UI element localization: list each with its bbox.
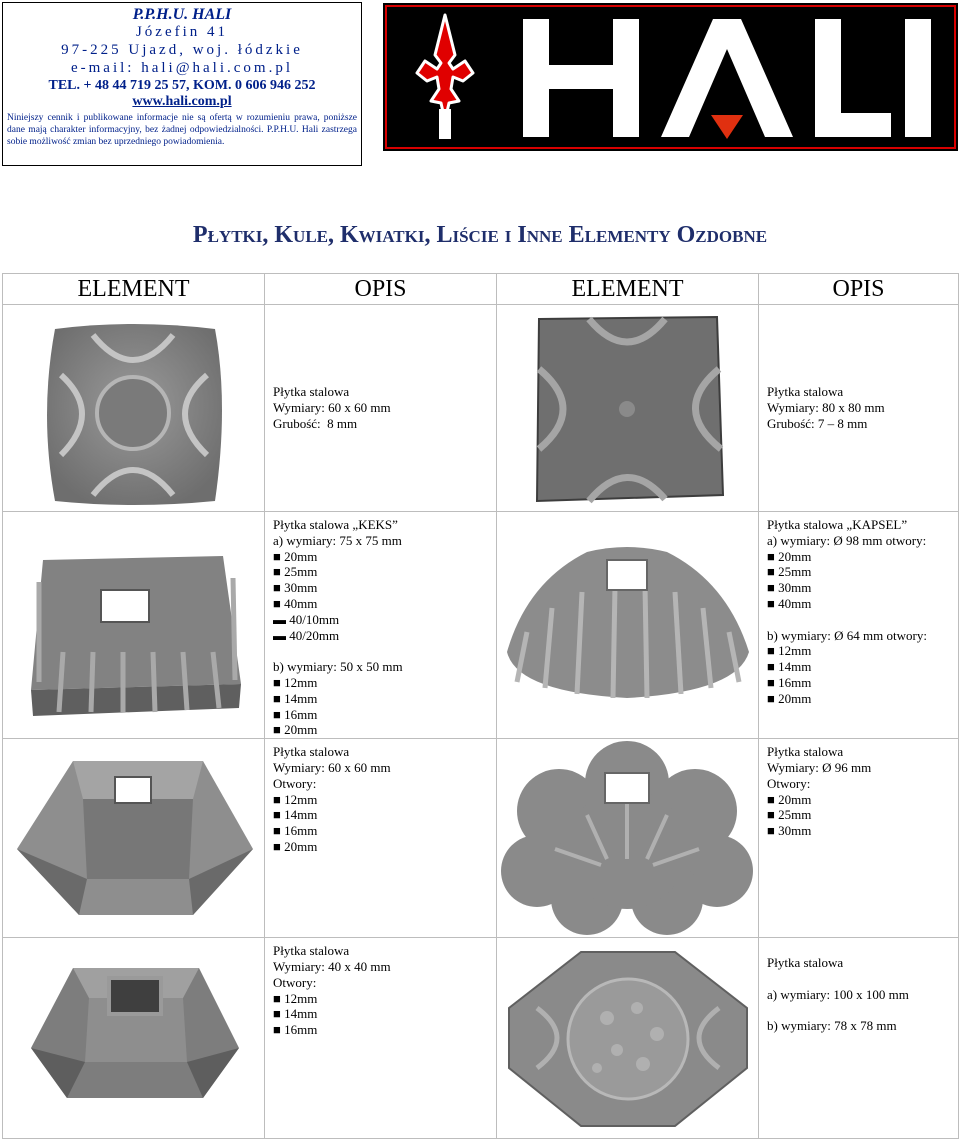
table-row bbox=[3, 938, 959, 1139]
product-description bbox=[759, 739, 959, 938]
product-image-octagon-hammered bbox=[497, 938, 759, 1139]
company-street: Józefin 41 bbox=[135, 24, 229, 40]
description-line: ■ 12mm bbox=[273, 674, 318, 690]
header-opis-2: OPIS bbox=[759, 274, 959, 305]
description-line: ■ 16mm bbox=[767, 674, 812, 690]
description-line: ■ 20mm bbox=[273, 548, 318, 564]
description-line: Płytka stalowa „KEKS” bbox=[273, 517, 398, 532]
table-row bbox=[3, 305, 959, 512]
product-description bbox=[759, 512, 959, 739]
description-line: ■ 20mm bbox=[767, 548, 812, 564]
page-title: Płytki, Kule, Kwiatki, Liście i Inne Elementy Ozdobne bbox=[192, 222, 768, 248]
description-line: Płytka stalowa bbox=[273, 384, 350, 400]
description-line: Wymiary: 40 x 40 mm bbox=[273, 958, 391, 974]
description-line: ■ 30mm bbox=[273, 580, 318, 596]
description-line bbox=[767, 612, 958, 628]
description-line bbox=[273, 643, 496, 659]
description-line: ■ 14mm bbox=[273, 690, 318, 706]
description-line: b) wymiary: 78 x 78 mm bbox=[767, 1018, 897, 1034]
description-line: ■ 14mm bbox=[273, 1006, 318, 1022]
description-line bbox=[767, 1003, 958, 1019]
description-line: Otwory: bbox=[767, 775, 811, 791]
table-row bbox=[3, 739, 959, 938]
description-line: ■ 20mm bbox=[767, 690, 812, 706]
description-line: Grubość: 7 – 8 mm bbox=[767, 415, 868, 431]
description-line: a) wymiary: 100 x 100 mm bbox=[767, 986, 909, 1002]
description-line: ■ 14mm bbox=[767, 659, 812, 675]
description-line: Otwory: bbox=[273, 974, 317, 990]
description-line: Płytka stalowa bbox=[273, 943, 350, 959]
product-image-kapsel bbox=[497, 512, 759, 739]
description-line: Grubość: 8 mm bbox=[273, 415, 358, 431]
disclaimer-text: Niniejszy cennik i publikowane informacje nie są ofertą w rozumieniu prawa, poniższe dane mają charakter informacyjny, bez żadnej odpowiedzialności. P.P.H.U. Hali zastrzega sobie możliwość zmian bez uprzedniego powiadomienia. bbox=[7, 113, 357, 147]
product-image-plate-40-hole bbox=[3, 938, 265, 1139]
description-line: Wymiary: 60 x 60 mm bbox=[273, 759, 391, 775]
description-line: ■ 25mm bbox=[767, 807, 812, 823]
description-line: ■ 16mm bbox=[273, 1022, 318, 1038]
description-line: Wymiary: 60 x 60 mm bbox=[273, 400, 391, 416]
table-row bbox=[3, 512, 959, 739]
company-website-link[interactable]: www.hali.com.pl bbox=[132, 94, 232, 109]
description-line: ■ 25mm bbox=[767, 564, 812, 580]
product-description bbox=[265, 938, 497, 1139]
header-opis-1: OPIS bbox=[265, 274, 497, 305]
description-line: ■ 40mm bbox=[767, 595, 812, 611]
description-line bbox=[767, 971, 958, 987]
description-line: Wymiary: 80 x 80 mm bbox=[767, 400, 885, 416]
description-line: Płytka stalowa „KAPSEL” bbox=[767, 517, 908, 532]
company-phone: TEL. + 48 44 719 25 57, KOM. 0 606 946 252 bbox=[48, 78, 316, 93]
description-line: ■ 16mm bbox=[273, 706, 318, 722]
description-line: ■ 20mm bbox=[273, 722, 318, 738]
description-line: Płytka stalowa bbox=[767, 384, 844, 400]
header-element-2: ELEMENT bbox=[497, 274, 759, 305]
product-description bbox=[265, 512, 497, 739]
table-header-row bbox=[3, 274, 959, 305]
company-info-box bbox=[2, 2, 362, 166]
description-line: ■ 25mm bbox=[273, 564, 318, 580]
description-line: Otwory: bbox=[273, 775, 317, 791]
description-line: b) wymiary: 50 x 50 mm bbox=[273, 659, 403, 675]
product-image-plate-60-flower bbox=[3, 305, 265, 512]
catalog-table bbox=[2, 273, 959, 1139]
product-description bbox=[759, 938, 959, 1139]
company-name: P.P.H.U. HALI bbox=[132, 6, 232, 23]
description-line: ■ 12mm bbox=[767, 643, 812, 659]
product-image-keks bbox=[3, 512, 265, 739]
header-element-1: ELEMENT bbox=[3, 274, 265, 305]
product-image-flower-96 bbox=[497, 739, 759, 938]
description-line: Płytka stalowa bbox=[767, 744, 844, 760]
description-line: a) wymiary: Ø 98 mm otwory: bbox=[767, 532, 927, 548]
spear-finial-logo-icon bbox=[383, 3, 958, 151]
product-image-plate-60-hole bbox=[3, 739, 265, 938]
description-line: Wymiary: Ø 96 mm bbox=[767, 759, 872, 775]
description-line: ■ 14mm bbox=[273, 807, 318, 823]
description-line: ■ 40mm bbox=[273, 595, 318, 611]
company-email: e-mail: hali@hali.com.pl bbox=[70, 60, 294, 76]
description-line: ■ 12mm bbox=[273, 990, 318, 1006]
description-line: ▬ 40/20mm bbox=[273, 627, 340, 643]
description-line: ■ 30mm bbox=[767, 823, 812, 839]
product-image-plate-80 bbox=[497, 305, 759, 512]
hali-logo bbox=[383, 3, 958, 151]
description-line: ■ 16mm bbox=[273, 823, 318, 839]
description-line: ■ 12mm bbox=[273, 791, 318, 807]
description-line: ■ 20mm bbox=[767, 791, 812, 807]
description-line: ■ 20mm bbox=[273, 838, 318, 854]
description-line: ▬ 40/10mm bbox=[273, 611, 340, 627]
description-line: a) wymiary: 75 x 75 mm bbox=[273, 532, 402, 548]
company-city: 97-225 Ujazd, woj. łódzkie bbox=[61, 42, 303, 58]
description-line: b) wymiary: Ø 64 mm otwory: bbox=[767, 627, 927, 643]
product-description bbox=[759, 305, 959, 512]
description-line: Płytka stalowa bbox=[767, 955, 844, 971]
description-line: ■ 30mm bbox=[767, 580, 812, 596]
description-line: Płytka stalowa bbox=[273, 744, 350, 760]
product-description bbox=[265, 305, 497, 512]
product-description bbox=[265, 739, 497, 938]
